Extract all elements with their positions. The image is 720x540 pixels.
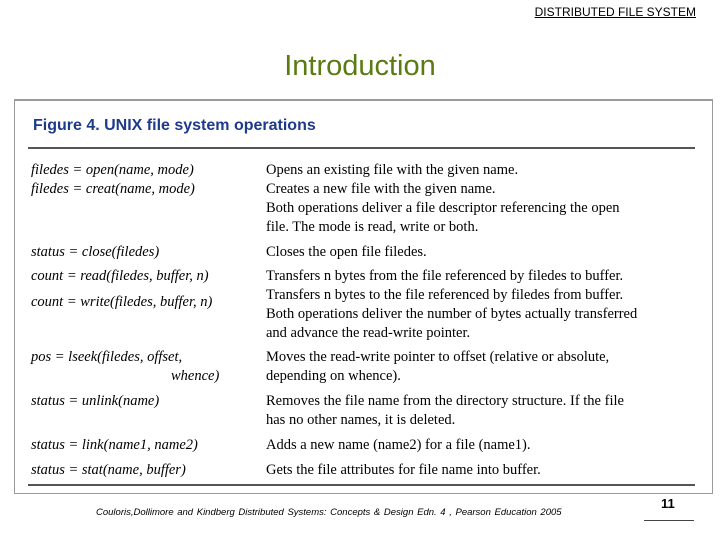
- desc-lseek: [266, 348, 706, 386]
- op-line-continued: [31, 367, 259, 386]
- op-line: pos = lseek(filedes, offset,: [31, 349, 183, 365]
- desc-open-creat: [266, 161, 706, 237]
- op-line: count = write(filedes, buffer, n): [31, 294, 213, 310]
- op-line: status = stat(name, buffer): [31, 462, 186, 478]
- desc-line: Both operations deliver the number of bytes actually transferred: [266, 306, 638, 322]
- desc-line: Opens an existing file with the given name.: [266, 162, 519, 178]
- desc-line: Both operations deliver a file descriptor referencing the open: [266, 200, 620, 216]
- desc-line: Transfers n bytes to the file referenced by filedes from buffer.: [266, 287, 624, 303]
- citation-footer: Couloris,Dollimore and Kindberg Distributed Systems: Concepts & Design Edn. 4 , Pearson Education 2005: [96, 507, 562, 518]
- op-line: filedes = open(name, mode): [31, 162, 194, 178]
- desc-line: Adds a new name (name2) for a file (name1).: [266, 437, 531, 453]
- op-stat: [31, 461, 259, 480]
- desc-line: Creates a new file with the given name.: [266, 181, 496, 197]
- slide-title: Introduction: [284, 50, 436, 82]
- desc-line: depending on whence).: [266, 368, 401, 384]
- page-number-rule: [644, 520, 694, 521]
- desc-line: Transfers n bytes from the file referenced by filedes to buffer.: [266, 268, 624, 284]
- op-line: whence): [171, 368, 220, 384]
- desc-line: file. The mode is read, write or both.: [266, 219, 479, 235]
- desc-line: Closes the open file filedes.: [266, 244, 427, 260]
- table-top-rule: [28, 147, 695, 149]
- op-line: status = unlink(name): [31, 393, 160, 409]
- op-line: status = close(filedes): [31, 244, 160, 260]
- op-close: [31, 243, 259, 262]
- desc-line: Gets the file attributes for file name into buffer.: [266, 462, 541, 478]
- page-number: 11: [661, 496, 675, 511]
- desc-read-write: [266, 267, 706, 343]
- section-header: DISTRIBUTED FILE SYSTEM: [534, 5, 696, 19]
- op-link: [31, 436, 259, 455]
- op-line: count = read(filedes, buffer, n): [31, 268, 209, 284]
- figure-caption: Figure 4. UNIX file system operations: [33, 117, 316, 134]
- desc-line: Removes the file name from the directory structure. If the file: [266, 393, 624, 409]
- desc-line: has no other names, it is deleted.: [266, 412, 456, 428]
- op-read-write: [31, 267, 259, 312]
- op-unlink: [31, 392, 259, 411]
- op-line: status = link(name1, name2): [31, 437, 198, 453]
- desc-stat: [266, 461, 706, 480]
- op-open-creat: [31, 161, 259, 199]
- op-lseek: [31, 348, 259, 386]
- desc-unlink: [266, 392, 706, 430]
- desc-line: and advance the read-write pointer.: [266, 325, 471, 341]
- desc-line: Moves the read-write pointer to offset (relative or absolute,: [266, 349, 610, 365]
- desc-link: [266, 436, 706, 455]
- table-bottom-rule: [28, 484, 695, 486]
- op-line: filedes = creat(name, mode): [31, 181, 195, 197]
- desc-close: [266, 243, 706, 262]
